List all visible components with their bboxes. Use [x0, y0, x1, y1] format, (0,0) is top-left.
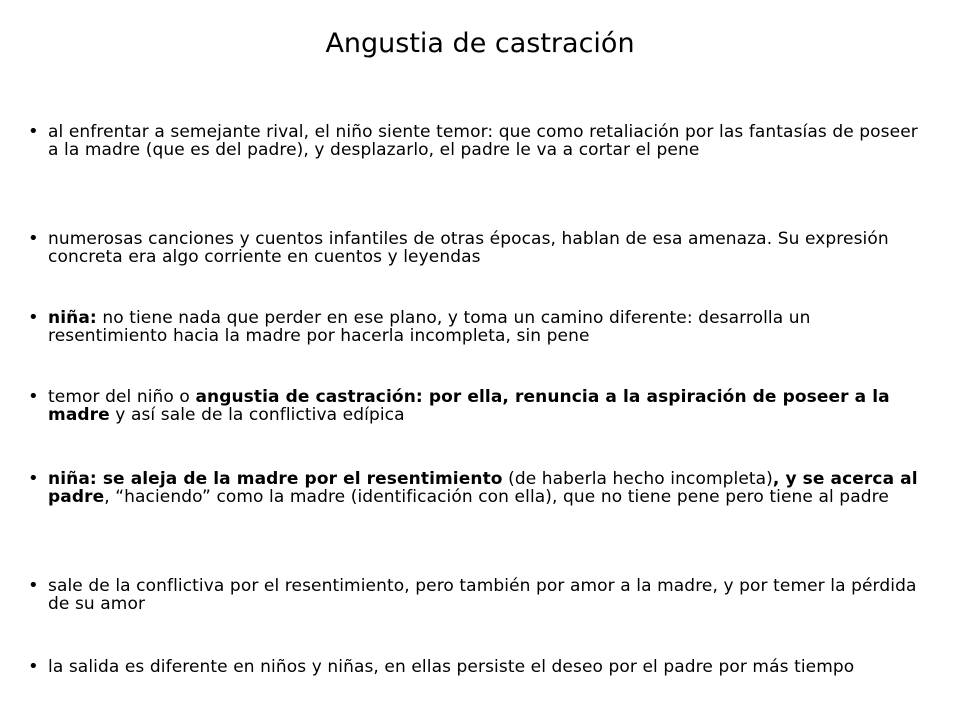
- bullet-text: la salida es diferente en niños y niñas, en ellas persiste el deseo por el padre por más tiempo: [48, 657, 855, 677]
- bullet-text: sale de la conflictiva por el resentimiento, pero también por amor a la madre, y por temer la pérdida de su amor: [48, 576, 917, 614]
- bullet-marker: •: [28, 121, 39, 142]
- bullet-item: [28, 658, 932, 676]
- slide-title: Angustia de castración: [325, 28, 635, 59]
- bullet-text: niña: no tiene nada que perder en ese plano, y toma un camino diferente: desarrolla un resentimiento hacia la madre por hacerla incompleta, sin pene: [48, 308, 811, 346]
- bullet-item: [28, 470, 932, 506]
- bullet-marker: •: [28, 468, 39, 489]
- bullet-item: [28, 230, 932, 266]
- bullet-text: al enfrentar a semejante rival, el niño siente temor: que como retaliación por las fantasías de poseer a la madre (que es del padre), y desplazarlo, el padre le va a cortar el pene: [48, 122, 918, 160]
- bullet-marker: •: [28, 228, 39, 249]
- bullet-item: [28, 123, 932, 159]
- bullet-text: temor del niño o angustia de castración: por ella, renuncia a la aspiración de poseer a la madre y así sale de la conflictiva edípica: [48, 387, 890, 425]
- bullet-marker: •: [28, 307, 39, 328]
- bullet-marker: •: [28, 656, 39, 677]
- bullet-item: [28, 388, 932, 424]
- bullet-text: niña: se aleja de la madre por el resentimiento (de haberla hecho incompleta), y se acerca al padre, “haciendo” como la madre (identificación con ella), que no tiene pene pero tiene al padre: [48, 469, 918, 507]
- bullet-item: [28, 577, 932, 613]
- bullet-marker: •: [28, 386, 39, 407]
- bullet-text: numerosas canciones y cuentos infantiles de otras épocas, hablan de esa amenaza. Su expresión concreta era algo corriente en cuentos y leyendas: [48, 229, 889, 267]
- bullet-item: [28, 309, 932, 345]
- bullet-marker: •: [28, 575, 39, 596]
